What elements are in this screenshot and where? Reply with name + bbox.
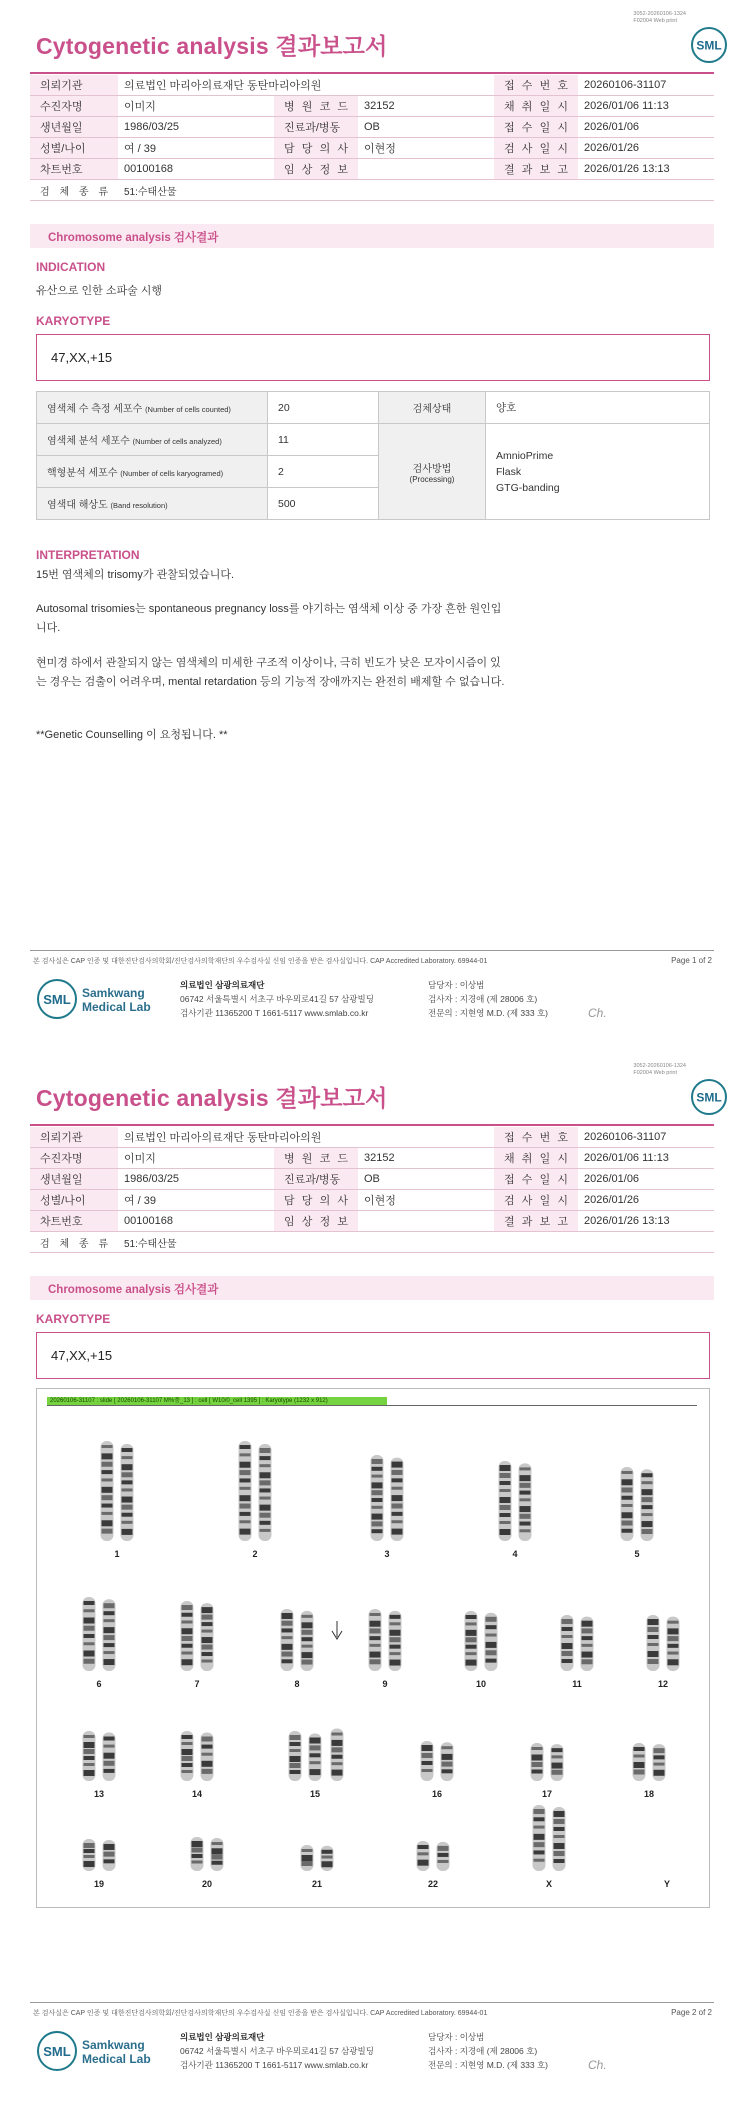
value-receipt-no: 20260106-31107 bbox=[578, 1127, 714, 1148]
value-reported-at: 2026/01/26 13:13 bbox=[578, 159, 714, 180]
samkwang-logo: SML Samkwang Medical Lab bbox=[36, 978, 154, 1024]
value-dob: 1986/03/25 bbox=[118, 117, 274, 138]
footer-rule bbox=[30, 950, 714, 951]
label-hospital-code: 병 원 코 드 bbox=[274, 96, 358, 117]
chromosome bbox=[101, 1441, 114, 1541]
chromosome bbox=[437, 1842, 450, 1871]
report-title: Cytogenetic analysis 결과보고서 bbox=[36, 33, 388, 59]
cell-count-table bbox=[36, 391, 710, 520]
chromosome bbox=[485, 1613, 498, 1671]
chromosome bbox=[83, 1597, 96, 1671]
chromosome bbox=[309, 1734, 322, 1782]
label-doctor: 담 당 의 사 bbox=[274, 1190, 358, 1211]
karyotype-box bbox=[36, 334, 710, 381]
value-tested-at: 2026/01/26 bbox=[578, 1190, 714, 1211]
value-sex-age: 여 / 39 bbox=[118, 1190, 274, 1211]
chromosome-label: 17 bbox=[541, 1789, 553, 1799]
value-chart-no: 00100168 bbox=[118, 159, 274, 180]
chromosome-label: 16 bbox=[431, 1789, 443, 1799]
label-chart-no: 차트번호 bbox=[30, 1211, 118, 1232]
result-section-bar bbox=[30, 1276, 714, 1300]
karyogram-chromosomes bbox=[37, 1389, 709, 1907]
sml-logo-icon bbox=[690, 26, 728, 64]
label-department: 진료과/병동 bbox=[274, 1169, 358, 1190]
specimen-status-label: 검체상태 bbox=[379, 392, 486, 424]
result-section-title: Chromosome analysis 검사결과 bbox=[48, 232, 219, 244]
chromosome bbox=[519, 1463, 532, 1541]
chromosome-label: 7 bbox=[194, 1679, 200, 1689]
chromosome-label: 13 bbox=[93, 1789, 105, 1799]
cells-karyogramed-label: 핵형분석 세포수 (Number of cells karyogramed) bbox=[37, 456, 268, 488]
label-institution: 의뢰기관 bbox=[30, 1127, 118, 1148]
patient-info-table bbox=[30, 75, 714, 201]
chromosome bbox=[191, 1837, 204, 1871]
value-hospital-code: 32152 bbox=[358, 1148, 494, 1169]
chromosome bbox=[499, 1461, 512, 1541]
result-section-title: Chromosome analysis 검사결과 bbox=[48, 1284, 219, 1296]
sml-logo-icon bbox=[690, 1078, 728, 1116]
chromosome bbox=[239, 1441, 252, 1541]
label-receipt-no: 접 수 번 호 bbox=[494, 1127, 578, 1148]
value-clinical-info bbox=[358, 1211, 494, 1232]
chromosome bbox=[531, 1743, 544, 1781]
label-sex-age: 성별/나이 bbox=[30, 1190, 118, 1211]
karyogram-caption: 20260106-31107 : slide [ 20260106-31107 M%품_13 ] : cell [ W10/0_cell 1395 ] : Karyotype (1232 x 912) bbox=[47, 1397, 387, 1406]
chromosome bbox=[211, 1838, 224, 1871]
arrow-down-icon bbox=[332, 1621, 342, 1639]
label-dob: 생년월일 bbox=[30, 1169, 118, 1190]
chromosome-label: 22 bbox=[427, 1879, 439, 1889]
chromosome bbox=[83, 1839, 96, 1871]
value-department: OB bbox=[358, 117, 494, 138]
chromosome-label: 10 bbox=[475, 1679, 487, 1689]
chromosome-label: Y bbox=[663, 1879, 671, 1889]
lab-address-block: 의료법인 삼광의료재단 06742 서울특별시 서초구 바우뫼로41길 57 삼광빌딩 검사기관 11365200 T 1661-5117 www.smlab.co.kr bbox=[180, 2032, 374, 2070]
chromosome-label: 20 bbox=[201, 1879, 213, 1889]
chromosome bbox=[321, 1846, 334, 1871]
label-tested-at: 검 사 일 시 bbox=[494, 1190, 578, 1211]
svg-text:SML: SML bbox=[696, 1090, 722, 1105]
value-institution: 의료법인 마리아의료재단 동탄마리아의원 bbox=[118, 75, 494, 96]
indication-text: 유산으로 인한 소파술 시행 bbox=[36, 285, 163, 297]
chromosome-label: 19 bbox=[93, 1879, 105, 1889]
result-section-bar bbox=[30, 224, 714, 248]
chromosome bbox=[667, 1617, 680, 1671]
label-institution: 의뢰기관 bbox=[30, 75, 118, 96]
value-received-at: 2026/01/06 bbox=[578, 1169, 714, 1190]
karyotype-value: 47,XX,+15 bbox=[51, 1348, 113, 1363]
value-institution: 의료법인 마리아의료재단 동탄마리아의원 bbox=[118, 1127, 494, 1148]
karyotype-heading: KARYOTYPE bbox=[36, 1312, 111, 1326]
cells-analyzed-label: 염색체 분석 세포수 (Number of cells analyzed) bbox=[37, 424, 268, 456]
label-name: 수진자명 bbox=[30, 96, 118, 117]
page-number: Page 2 of 2 bbox=[671, 2008, 712, 2017]
staff-block: 담당자 : 이상범 검사자 : 지경애 (제 28006 호) 전문의 : 지현영 M.D. (제 333 호) bbox=[428, 980, 549, 1018]
value-doctor: 이현정 bbox=[358, 1190, 494, 1211]
chromosome bbox=[301, 1611, 314, 1671]
chromosome bbox=[641, 1469, 654, 1541]
label-received-at: 접 수 일 시 bbox=[494, 1169, 578, 1190]
method-values: AmnioPrime Flask GTG-banding bbox=[486, 424, 710, 520]
signature: Ch. bbox=[588, 2058, 607, 2072]
chromosome-label: 18 bbox=[643, 1789, 655, 1799]
label-doctor: 담 당 의 사 bbox=[274, 138, 358, 159]
label-clinical-info: 임 상 정 보 bbox=[274, 159, 358, 180]
band-resolution-label: 염색대 해상도 (Band resolution) bbox=[37, 488, 268, 520]
chromosome bbox=[551, 1744, 564, 1781]
chromosome bbox=[441, 1742, 454, 1781]
print-code: 3052-20260106-1324 F02004 Web print bbox=[633, 1063, 686, 1077]
chromosome bbox=[561, 1615, 574, 1671]
value-collected-at: 2026/01/06 11:13 bbox=[578, 96, 714, 117]
label-received-at: 접 수 일 시 bbox=[494, 117, 578, 138]
chromosome bbox=[533, 1805, 546, 1871]
chromosome-label: 21 bbox=[311, 1879, 323, 1889]
label-specimen: 검 체 종 류 bbox=[30, 180, 118, 201]
chromosome bbox=[181, 1601, 194, 1671]
cells-counted-value: 20 bbox=[268, 392, 379, 424]
value-name: 이미지 bbox=[118, 96, 274, 117]
chromosome bbox=[289, 1731, 302, 1781]
chromosome bbox=[553, 1807, 566, 1871]
chromosome bbox=[653, 1744, 666, 1781]
value-received-at: 2026/01/06 bbox=[578, 117, 714, 138]
signature: Ch. bbox=[588, 1006, 607, 1020]
karyogram-image bbox=[36, 1388, 710, 1908]
karyotype-box bbox=[36, 1332, 710, 1379]
label-collected-at: 채 취 일 시 bbox=[494, 96, 578, 117]
chromosome bbox=[201, 1603, 214, 1671]
chromosome-label: 9 bbox=[382, 1679, 388, 1689]
label-clinical-info: 임 상 정 보 bbox=[274, 1211, 358, 1232]
chromosome bbox=[83, 1731, 96, 1781]
chromosome bbox=[389, 1611, 402, 1671]
value-receipt-no: 20260106-31107 bbox=[578, 75, 714, 96]
label-sex-age: 성별/나이 bbox=[30, 138, 118, 159]
chromosome bbox=[633, 1743, 646, 1781]
chromosome-label: 6 bbox=[96, 1679, 102, 1689]
chromosome bbox=[331, 1729, 344, 1782]
chromosome-label: 5 bbox=[634, 1549, 640, 1559]
interpretation-heading: INTERPRETATION bbox=[36, 548, 140, 562]
chromosome-label: 11 bbox=[572, 1679, 582, 1689]
chromosome-label: 4 bbox=[512, 1549, 518, 1559]
value-tested-at: 2026/01/26 bbox=[578, 138, 714, 159]
value-doctor: 이현정 bbox=[358, 138, 494, 159]
value-name: 이미지 bbox=[118, 1148, 274, 1169]
chromosome-label: 8 bbox=[294, 1679, 300, 1689]
interpretation-para-1: 15번 염색체의 trisomy가 관찰되었습니다. bbox=[36, 569, 235, 581]
chromosome bbox=[371, 1455, 384, 1541]
footer-note: 본 검사실은 CAP 인증 및 대한진단검사의학회/진단검사의학재단의 우수검사실 신임 인증을 받은 검사실입니다. CAP Accredited Laboratory. 69944-01 bbox=[33, 2010, 488, 2017]
chromosome bbox=[103, 1599, 116, 1671]
chromosome-label: 14 bbox=[191, 1789, 203, 1799]
chromosome bbox=[647, 1615, 660, 1671]
chromosome bbox=[281, 1609, 294, 1671]
svg-text:SML: SML bbox=[43, 992, 71, 1007]
label-reported-at: 결 과 보 고 bbox=[494, 1211, 578, 1232]
value-dob: 1986/03/25 bbox=[118, 1169, 274, 1190]
chromosome bbox=[103, 1840, 116, 1871]
label-specimen: 검 체 종 류 bbox=[30, 1232, 118, 1253]
specimen-status-value: 양호 bbox=[486, 392, 710, 424]
page-number: Page 1 of 2 bbox=[671, 956, 712, 965]
label-dob: 생년월일 bbox=[30, 117, 118, 138]
value-collected-at: 2026/01/06 11:13 bbox=[578, 1148, 714, 1169]
chromosome bbox=[581, 1617, 594, 1671]
chromosome bbox=[181, 1731, 194, 1781]
cells-analyzed-value: 11 bbox=[268, 424, 379, 456]
staff-block: 담당자 : 이상범 검사자 : 지경애 (제 28006 호) 전문의 : 지현영 M.D. (제 333 호) bbox=[428, 2032, 549, 2070]
chromosome bbox=[121, 1444, 134, 1541]
label-reported-at: 결 과 보 고 bbox=[494, 159, 578, 180]
value-specimen: 51:수태산물 bbox=[118, 1232, 714, 1253]
svg-text:SML: SML bbox=[696, 38, 722, 53]
chromosome-label: 3 bbox=[384, 1549, 390, 1559]
value-sex-age: 여 / 39 bbox=[118, 138, 274, 159]
interpretation-para-2: Autosomal trisomies는 spontaneous pregnancy loss를 야기하는 염색체 이상 중 가장 흔한 원인입니다. bbox=[36, 603, 502, 634]
print-code: 3052-20260106-1324 F02004 Web print bbox=[633, 11, 686, 25]
chromosome bbox=[201, 1733, 214, 1782]
footer-rule bbox=[30, 2002, 714, 2003]
interpretation-para-3: 현미경 하에서 관찰되지 않는 염색체의 미세한 구조적 이상이나, 극히 빈도가 낮은 모자이시즘이 있는 경우는 검출이 어려우며, mental retardation 등의 기능적 장애까지는 완전히 배제할 수 없습니다. bbox=[36, 657, 505, 688]
cells-counted-label: 염색체 수 측정 세포수 (Number of cells counted) bbox=[37, 392, 268, 424]
chromosome-label: 1 bbox=[114, 1549, 120, 1559]
label-collected-at: 채 취 일 시 bbox=[494, 1148, 578, 1169]
label-tested-at: 검 사 일 시 bbox=[494, 138, 578, 159]
chromosome bbox=[391, 1458, 404, 1541]
label-receipt-no: 접 수 번 호 bbox=[494, 75, 578, 96]
chromosome-label: 15 bbox=[309, 1789, 321, 1799]
footer-note: 본 검사실은 CAP 인증 및 대한진단검사의학회/진단검사의학재단의 우수검사실 신임 인증을 받은 검사실입니다. CAP Accredited Laboratory. 69944-01 bbox=[33, 958, 488, 965]
interpretation-para-4: **Genetic Counselling 이 요청됩니다. ** bbox=[36, 729, 228, 741]
label-department: 진료과/병동 bbox=[274, 117, 358, 138]
label-name: 수진자명 bbox=[30, 1148, 118, 1169]
patient-info-table bbox=[30, 1127, 714, 1253]
chromosome bbox=[369, 1609, 382, 1671]
value-clinical-info bbox=[358, 159, 494, 180]
chromosome bbox=[301, 1845, 314, 1871]
header-rule bbox=[30, 72, 714, 74]
samkwang-logo-icon bbox=[36, 2030, 78, 2072]
value-chart-no: 00100168 bbox=[118, 1211, 274, 1232]
value-department: OB bbox=[358, 1169, 494, 1190]
chromosome bbox=[621, 1467, 634, 1541]
value-reported-at: 2026/01/26 13:13 bbox=[578, 1211, 714, 1232]
lab-address-block: 의료법인 삼광의료재단 06742 서울특별시 서초구 바우뫼로41길 57 삼광빌딩 검사기관 11365200 T 1661-5117 www.smlab.co.kr bbox=[180, 980, 374, 1018]
svg-text:SML: SML bbox=[43, 2044, 71, 2059]
method-label: 검사방법 (Processing) bbox=[379, 424, 486, 520]
chromosome-label: 2 bbox=[252, 1549, 258, 1559]
chromosome bbox=[259, 1444, 272, 1541]
report-title: Cytogenetic analysis 결과보고서 bbox=[36, 1085, 388, 1111]
chromosome bbox=[103, 1733, 116, 1782]
karyotype-value: 47,XX,+15 bbox=[51, 350, 113, 365]
cells-karyogramed-value: 2 bbox=[268, 456, 379, 488]
label-chart-no: 차트번호 bbox=[30, 159, 118, 180]
chromosome bbox=[421, 1741, 434, 1781]
chromosome bbox=[417, 1841, 430, 1871]
karyotype-heading: KARYOTYPE bbox=[36, 314, 111, 328]
indication-heading: INDICATION bbox=[36, 260, 106, 274]
label-hospital-code: 병 원 코 드 bbox=[274, 1148, 358, 1169]
chromosome-label: 12 bbox=[657, 1679, 669, 1689]
value-specimen: 51:수태산물 bbox=[118, 180, 714, 201]
samkwang-logo: SML Samkwang Medical Lab bbox=[36, 2030, 154, 2076]
chromosome bbox=[465, 1611, 478, 1671]
band-resolution-value: 500 bbox=[268, 488, 379, 520]
samkwang-logo-icon bbox=[36, 978, 78, 1020]
header-rule bbox=[30, 1124, 714, 1126]
value-hospital-code: 32152 bbox=[358, 96, 494, 117]
chromosome-label: X bbox=[545, 1879, 553, 1889]
